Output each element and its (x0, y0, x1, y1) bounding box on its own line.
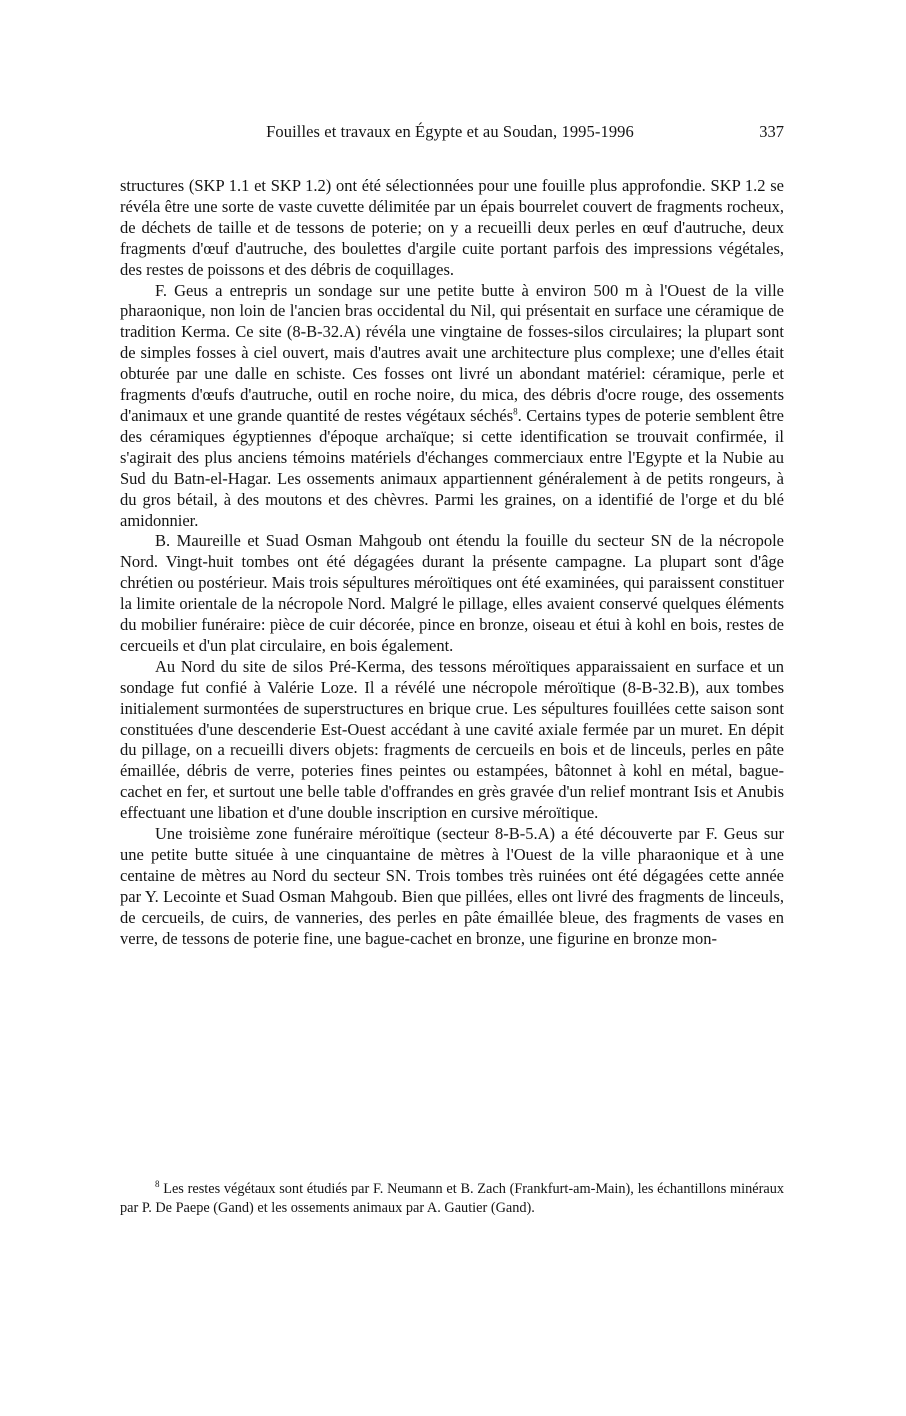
body-text (120, 176, 784, 950)
footnote-text: Les restes végétaux sont étudiés par F. Neumann et B. Zach (Frankfurt-am-Main), les échantillons minéraux par P. De Paepe (Gand) et les ossements animaux par A. Gautier (Gand). (120, 1181, 784, 1216)
paragraph-4: Au Nord du site de silos Pré-Kerma, des tessons méroïtiques apparaissaient en surface et un sondage fut confié à Valérie Loze. Il a révélé une nécropole méroïtique (8-B-32.B), aux tombes initialement surmontées de superstructures en brique crue. Les sépultures fouillées cette saison sont constituées d'une descenderie Est-Ouest accédant à une cavité axiale fermée par un muret. En dépit du pillage, on a recueilli divers objets: fragments de cercueils en bois et de linceuls, perles en pâte émaillée, débris de verre, poteries fines peintes ou estampées, bâtonnet à kohl en métal, bague-cachet en fer, et surtout une belle table d'offrandes en grès gravée d'un relief montrant Isis et Anubis effectuant une libation et d'une double inscription en cursive méroïtique. (120, 656, 784, 823)
footnote-reference: 8 (513, 406, 518, 417)
paragraph-2-text: F. Geus a entrepris un sondage sur une petite butte à environ 500 m à l'Ouest de la ville pharaonique, non loin de l'ancien bras occidental du Nil, qui présentait en surface une céramique de tradition Kerma. Ce site (8-B-32.A) révéla une vingtaine de fosses-silos circulaires; la plupart sont de simples fosses à ciel ouvert, mais d'autres avait une architecture plus complexe; une d'elles était obturée par une dalle en schiste. Ces fosses ont livré un abondant matériel: céramique, perle et fragments d'œufs d'autruche, outil en roche noire, du mica, des débris d'ocre rouge, des ossements d'animaux et une grande quantité de restes végétaux séchés (120, 280, 784, 425)
paragraph-1: structures (SKP 1.1 et SKP 1.2) ont été sélectionnées pour une fouille plus approfondie. SKP 1.2 se révéla être une sorte de vaste cuvette délimitée par un épais bourrelet couvert de fragments rocheux, de déchets de taille et de tessons de poterie; on y a recueilli deux perles en œuf d'autruche, deux fragments d'œuf d'autruche, des boulettes d'argile cuite portant parfois des impressions végétales, des restes de poissons et des débris de coquillages. (120, 176, 784, 279)
footnote (120, 1180, 784, 1218)
paragraph-2 (120, 281, 784, 532)
paragraph-3: B. Maureille et Suad Osman Mahgoub ont étendu la fouille du secteur SN de la nécropole Nord. Vingt-huit tombes ont été dégagées durant la présente campagne. La plupart sont d'âge chrétien ou postérieur. Mais trois sépultures méroïtiques ont été examinées, qui paraissent constituer la limite orientale de la nécropole Nord. Malgré le pillage, elles avaient conservé quelques éléments du mobilier funéraire: pièce de cuir décorée, pince en bronze, oiseau et étui à kohl en bois, restes de cercueils et d'un plat circulaire, en bois également. (120, 531, 784, 655)
running-title: Fouilles et travaux en Égypte et au Soudan, 1995-1996 (266, 122, 634, 141)
paragraph-5: Une troisième zone funéraire méroïtique (secteur 8-B-5.A) a été découverte par F. Geus sur une petite butte située à une cinquantaine de mètres à l'Ouest de la ville pharaonique et à une centaine de mètres au Nord du secteur SN. Trois tombes très ruinées ont été dégagées cette année par Y. Lecointe et Suad Osman Mahgoub. Bien que pillées, elles ont livré des fragments de linceuls, de cercueils, de cuirs, de vanneries, des perles en pâte émaillée bleue, des fragments de vases en verre, de tessons de poterie fine, une bague-cachet en bronze, une figurine en bronze mon- (120, 824, 784, 948)
paragraph-2-text-continued: . Certains types de poterie semblent être des céramiques égyptiennes d'époque archaïque; si cette identification se trouvait confirmée, il s'agirait des plus anciens témoins matériels d'échanges commerciaux entre l'Egypte et la Nubie au Sud du Batn-el-Hagar. Les ossements animaux appartiennent généralement à de petits rongeurs, à du gros bétail, à des moutons et des chèvres. Parmi les graines, on a identifié de l'orge et du blé amidonnier. (120, 405, 784, 530)
page-number: 337 (759, 122, 784, 141)
footnote-marker: 8 (155, 1179, 160, 1190)
